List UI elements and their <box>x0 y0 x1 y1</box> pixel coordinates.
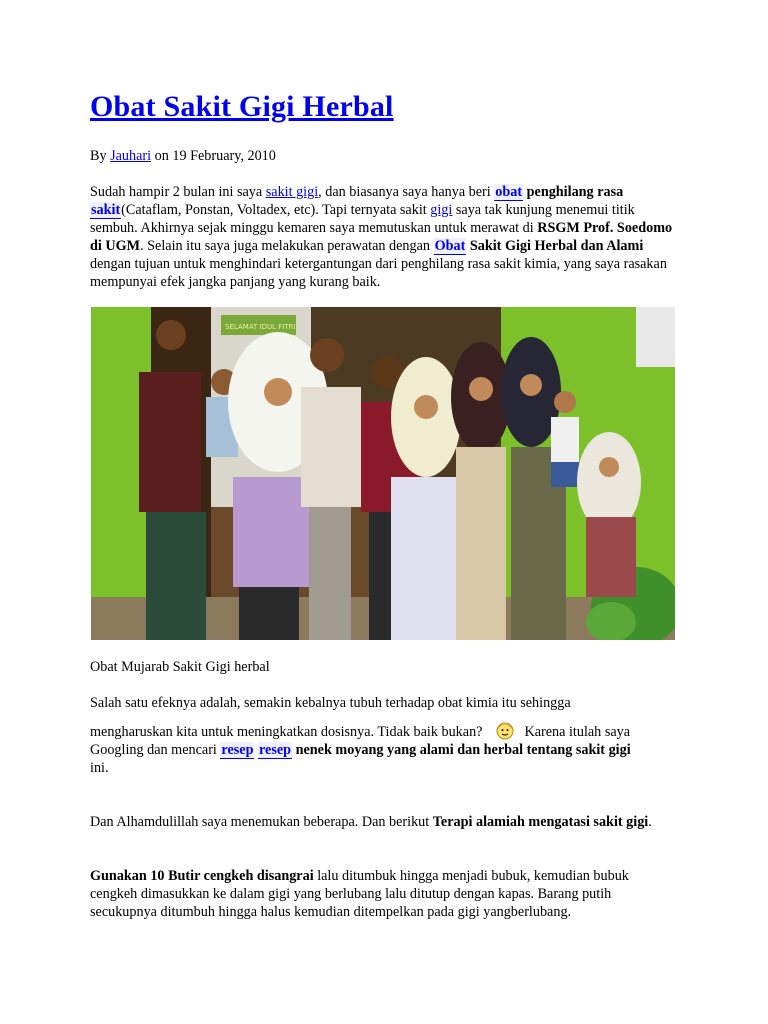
text: Dan Alhamdulillah saya menemukan beberapa. Dan berikut <box>90 814 433 830</box>
text: Sudah hampir 2 bulan ini saya <box>90 184 266 200</box>
text: . Selain itu saya juga melakukan perawatan dengan <box>140 238 434 254</box>
bold-text: RSGM Prof. Soedomo di UGM <box>90 220 673 254</box>
link-obat-herbal[interactable]: Obat <box>434 238 466 254</box>
link-resep-1[interactable]: resep <box>221 742 254 758</box>
bold-text: nenek moyang yang alami dan herbal tentang sakit gigi <box>292 742 631 758</box>
paragraph-2: Salah satu efeknya adalah, semakin kebalnya tubuh terhadap obat kimia itu sehingga <box>90 695 571 711</box>
article-title[interactable]: Obat Sakit Gigi Herbal <box>90 90 394 123</box>
family-photo <box>91 307 675 640</box>
byline <box>90 147 678 165</box>
link-sakit[interactable]: sakit <box>91 202 121 218</box>
bold-text: Gunakan 10 Butir cengkeh disangrai <box>90 868 314 884</box>
text: . <box>648 814 652 830</box>
intro-paragraph <box>90 183 678 291</box>
photo-caption: Obat Mujarab Sakit Gigi herbal <box>90 659 270 675</box>
smiley-icon <box>496 722 514 740</box>
text: (Cataflam, Ponstan, Voltadex, etc). Tapi ternyata sakit <box>121 202 431 218</box>
text: , dan biasanya saya hanya beri <box>318 184 495 200</box>
text: lalu ditumbuk hingga menjadi bubuk, kemudian bubuk cengkeh dimasukkan ke dalam gigi yang berlubang lalu ditutup dengan kapas. Barang putih secukupnya ditumbuh hingga halus kemudian ditempelkan pada gigi yangberlubang. <box>90 868 629 920</box>
link-gigi[interactable]: gigi <box>430 202 453 218</box>
bold-text: Sakit Gigi Herbal dan Alami <box>466 238 644 254</box>
byline-date: on 19 February, 2010 <box>154 148 276 164</box>
bold-text: penghilang rasa <box>523 184 624 200</box>
text: dengan tujuan untuk menghindari ketergantungan dari penghilang rasa sakit kimia, yang saya rasakan mempunyai efek jangka panjang yang kurang baik. <box>90 256 667 290</box>
text: saya tak kunjung menemui titik sembuh. Akhirnya sejak minggu kemaren saya memutuskan untuk merawat di <box>90 202 635 236</box>
paragraph-4 <box>90 813 678 831</box>
paragraph-5 <box>90 867 678 921</box>
author-link[interactable]: Jauhari <box>110 148 152 164</box>
byline-by: By <box>90 148 107 164</box>
banner-text: SELAMAT IDUL FITRI <box>225 323 296 331</box>
text: mengharuskan kita untuk meningkatkan dosisnya. Tidak baik bukan? <box>90 724 483 740</box>
link-sakit-gigi[interactable]: sakit gigi <box>265 184 319 200</box>
bold-text: Terapi alamiah mengatasi sakit gigi <box>432 814 649 830</box>
link-resep-2[interactable]: resep <box>259 742 292 758</box>
link-obat[interactable]: obat <box>495 184 523 200</box>
text: Karena itulah saya Googling dan mencari <box>90 724 631 758</box>
text: ini. <box>90 760 109 776</box>
paragraph-3 <box>90 722 678 777</box>
